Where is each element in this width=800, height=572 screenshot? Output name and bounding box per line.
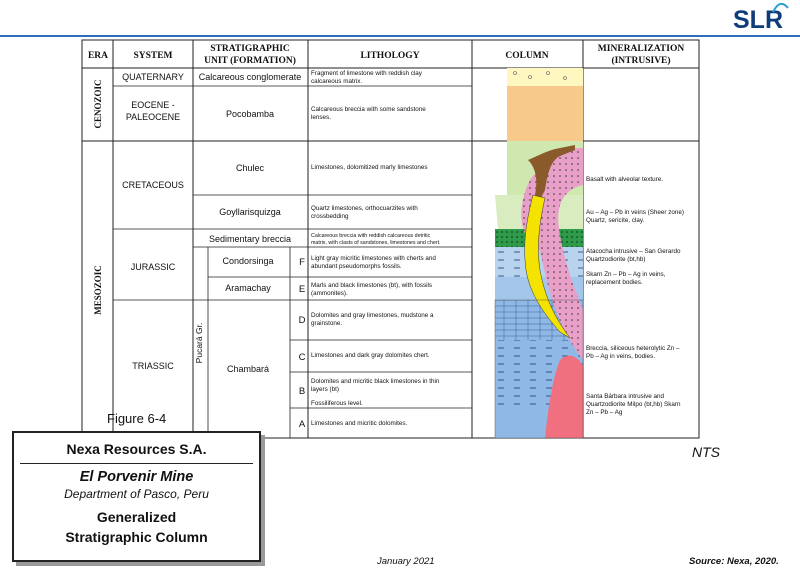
letter-c: C	[298, 352, 306, 363]
unit-chambara: Chambará	[226, 364, 270, 374]
mineral-breccia-1: Breccia, siliceous heterolytic Zn –	[586, 345, 680, 352]
header-strat-1: STRATIGRAPHIC	[210, 44, 290, 54]
company-name: Nexa Resources S.A.	[66, 441, 207, 457]
nts-label: NTS	[692, 444, 720, 460]
lithology-quaternary-2: calcareous matrix.	[311, 78, 363, 85]
unit-pocobamba: Pocobamba	[225, 109, 275, 119]
system-cretaceous: CRETACEOUS	[122, 180, 184, 190]
lithology-d-1: Dolomites and gray limestones, mudstone a	[311, 312, 434, 319]
lithology-condorsinga-2: abundant pseudomorphs fossils.	[311, 263, 402, 270]
lithology-c-1: Limestones and dark gray dolomites chert.	[311, 352, 430, 359]
lithology-b-3: Fossiliferous level.	[311, 400, 363, 407]
lithology-breccia-1: Calcareous breccia with reddish calcareous detritic	[311, 233, 431, 239]
title-line-1: Generalized	[96, 509, 177, 525]
system-jurassic: JURASSIC	[130, 262, 176, 272]
system-eocene-2: PALEOCENE	[125, 112, 181, 122]
unit-pucara-group: Pucará Gr.	[194, 322, 204, 364]
mineral-santa-barbara-2: Quartzodiorite Milpo (bt,hb) Skarn	[586, 401, 681, 408]
system-quaternary: QUATERNARY	[122, 72, 184, 82]
mineral-au-ag-2: Quartz, sericite, clay.	[586, 217, 645, 224]
lithology-goyllar-2: crossbedding	[311, 213, 349, 220]
letter-e: E	[298, 284, 306, 295]
column-graphic	[495, 68, 583, 438]
slr-logo: SLR	[733, 6, 783, 34]
title-box	[12, 431, 261, 562]
date-label: January 2021	[377, 556, 435, 567]
letter-d: D	[298, 315, 306, 326]
mineral-atacocha-3: Skarn Zn – Pb – Ag in veins,	[586, 271, 666, 278]
lithology-chulec-1: Limestones, dolomitized marly limestones	[311, 164, 428, 171]
unit-aramachay: Aramachay	[225, 283, 271, 293]
title-line-2: Stratigraphic Column	[65, 529, 208, 545]
lithology-quaternary-1: Fragment of limestone with reddish clay	[311, 70, 422, 77]
lithology-aramachay-2: (ammonites).	[311, 290, 348, 297]
header-system: SYSTEM	[133, 51, 173, 61]
header-era: ERA	[87, 51, 109, 61]
lithology-pocobamba-2: lenses.	[311, 114, 331, 121]
mineral-atacocha-2: Quartzodiorite (bt,hb)	[586, 256, 646, 263]
mineral-basalt: Basalt with alveolar texture.	[586, 176, 663, 183]
lithology-d-2: grainstone.	[311, 320, 343, 327]
mineral-atacocha-1: Atacocha intrusive – San Gerardo	[586, 248, 681, 255]
letter-f: F	[299, 257, 305, 268]
letter-a: A	[298, 419, 306, 430]
unit-condorsinga: Condorsinga	[222, 256, 274, 266]
lithology-breccia-2: matrix, with clasts of sandstones, limestones and chert.	[311, 240, 441, 246]
header-strat-2: UNIT (FORMATION)	[204, 56, 296, 66]
department: Department of Pasco, Peru	[64, 487, 209, 501]
lithology-aramachay-1: Marls and black limestones (bt), with fossils	[311, 282, 433, 289]
letter-b: B	[298, 386, 306, 397]
lithology-b-2: layers (bt)	[311, 386, 339, 393]
lithology-condorsinga-1: Light gray micritic limestones with cherts and	[311, 255, 436, 262]
header-column: COLUMN	[505, 51, 549, 61]
lithology-a-1: Limestones and micritic dolomites.	[311, 420, 408, 427]
unit-goyllarisquizga: Goyllarisquizga	[219, 207, 281, 217]
lithology-b-1: Dolomites and micritic black limestones in thin	[311, 378, 440, 385]
mineral-au-ag-1: Au – Ag – Pb in veins (Sheer zone)	[586, 209, 685, 216]
unit-sedimentary-breccia: Sedimentary breccia	[208, 234, 292, 244]
header-lithology: LITHOLOGY	[360, 51, 420, 61]
figure-label: Figure 6-4	[107, 411, 167, 426]
unit-calc-conglomerate: Calcareous conglomerate	[198, 72, 302, 82]
system-triassic: TRIASSIC	[132, 361, 174, 371]
header-min-1: MINERALIZATION	[597, 44, 685, 54]
mine-name: El Porvenir Mine	[79, 469, 194, 485]
system-eocene-1: EOCENE -	[131, 100, 175, 110]
mineral-santa-barbara-3: Zn – Pb – Ag	[586, 409, 623, 416]
era-cenozoic: CENOZOIC	[93, 79, 103, 129]
lithology-pocobamba-1: Calcareous breccia with some sandstone	[311, 106, 426, 113]
header-min-2: (INTRUSIVE)	[611, 56, 671, 66]
mineral-santa-barbara-1: Santa Bárbara intrusive and	[586, 393, 665, 400]
era-mesozoic: MESOZOIC	[93, 265, 103, 315]
unit-chulec: Chulec	[235, 163, 265, 173]
title-divider	[20, 463, 253, 464]
lithology-goyllar-1: Quartz limestones, orthocuarzites with	[311, 205, 418, 212]
mineral-breccia-2: Pb – Ag in veins, bodies.	[586, 353, 655, 360]
mineral-atacocha-4: replacement bodies.	[586, 279, 643, 286]
source-label: Source: Nexa, 2020.	[689, 556, 779, 567]
